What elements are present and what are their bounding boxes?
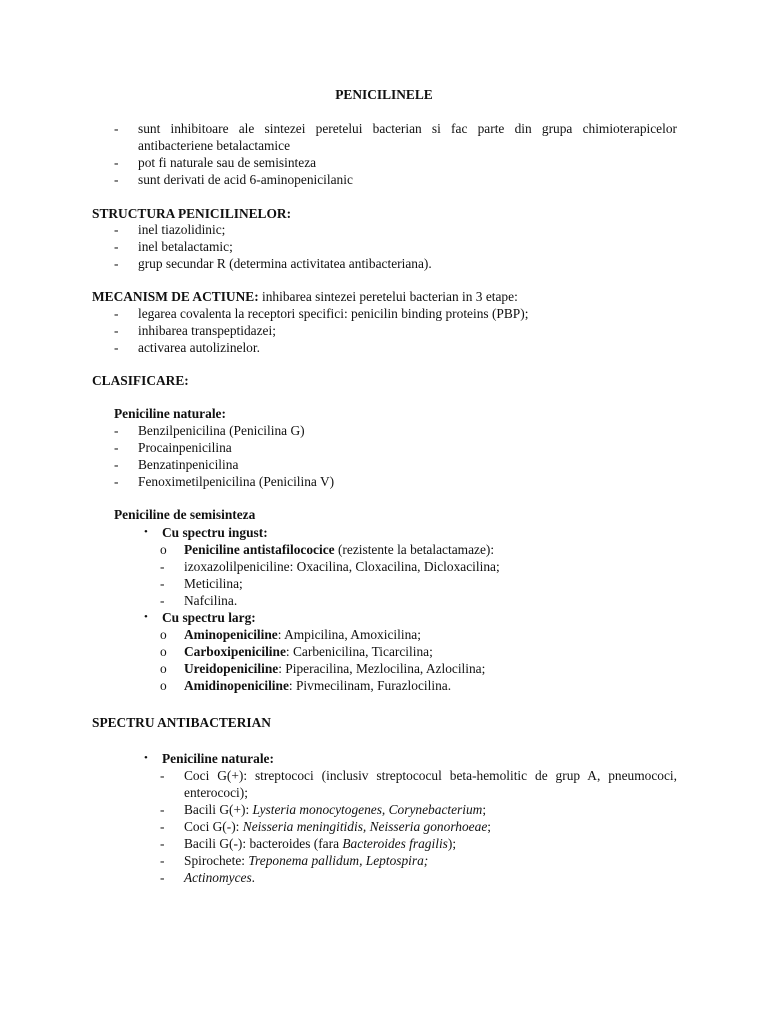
dash-marker: - <box>114 340 119 355</box>
dash-marker: - <box>160 836 165 851</box>
list-item-text: ; <box>487 819 491 834</box>
spectru-list <box>0 750 768 886</box>
dash-marker: - <box>160 576 165 591</box>
list-item-bold: Peniciline antistafilococice <box>184 542 335 557</box>
list-item-text: : Ampicilina, Amoxicilina; <box>277 627 421 642</box>
list-item <box>0 221 768 238</box>
list-item <box>0 238 768 255</box>
list-item-text: izoxazolilpeniciline: Oxacilina, Cloxacilina, Dicloxacilina; <box>184 559 500 574</box>
dash-marker: - <box>114 155 119 170</box>
list-item-text: ; <box>482 802 487 817</box>
list-item-text: grup secundar R (determina activitatea antibacteriana). <box>138 256 432 271</box>
list-item-text: pot fi naturale sau de semisinteza <box>138 155 317 170</box>
dash-marker: - <box>114 172 119 187</box>
list-item-text: : Carbenicilina, Ticarcilina; <box>285 644 433 659</box>
list-item-text: legarea covalenta la receptori specifici: penicilin binding proteins (PBP); <box>138 306 529 321</box>
dash-marker: - <box>114 239 119 254</box>
list-item-text: Fenoximetilpenicilina (Penicilina V) <box>138 474 335 489</box>
list-item-text: Spirochete: <box>184 853 249 868</box>
list-item <box>0 767 768 801</box>
circle-marker: o <box>160 644 167 659</box>
dash-marker: - <box>114 222 119 237</box>
list-item-text: Bacili G(-): bacteroides (fara <box>184 836 343 851</box>
list-item <box>0 322 768 339</box>
list-item-text: inel tiazolidinic; <box>138 222 226 237</box>
list-item-text: activarea autolizinelor. <box>138 340 260 355</box>
organism-name: Treponema pallidum, Leptospira; <box>248 853 429 868</box>
list-item-text: Cu spectru ingust: <box>162 525 268 540</box>
bullet-marker: • <box>144 752 148 764</box>
list-item-text: Coci G(+): streptococi (inclusiv streptococul beta-hemolitic de grup A, pneumococi, enterococi); <box>184 768 677 800</box>
mecanism-text: inhibarea sintezei peretelui bacterian in 3 etape: <box>258 289 518 304</box>
list-item-spectru-larg <box>0 609 768 626</box>
list-item <box>0 677 768 694</box>
list-item-text: Procainpenicilina <box>138 440 232 455</box>
dash-marker: - <box>160 559 165 574</box>
list-item-text: Bacili G(+): <box>184 802 253 817</box>
section-heading-clasificare: CLASIFICARE: <box>92 373 189 388</box>
list-item <box>0 439 768 456</box>
list-item-text: . <box>251 870 256 885</box>
dash-marker: - <box>160 593 165 608</box>
list-item-text: (rezistente la betalactamaze): <box>334 542 495 557</box>
list-item-text: Benzatinpenicilina <box>138 457 239 472</box>
dash-marker: - <box>160 870 165 885</box>
section-heading-structura: STRUCTURA PENICILINELOR: <box>92 206 292 221</box>
dash-marker: - <box>160 819 165 834</box>
circle-marker: o <box>160 661 167 676</box>
list-item-text: Coci G(-): <box>184 819 243 834</box>
section-heading-spectru: SPECTRU ANTIBACTERIAN <box>92 715 271 730</box>
subheading-peniciline-naturale: Peniciline naturale: <box>114 406 226 421</box>
list-item <box>0 154 768 171</box>
list-item <box>0 835 768 852</box>
mecanism-list <box>0 305 768 356</box>
list-item-text: sunt derivati de acid 6-aminopenicilanic <box>138 172 353 187</box>
list-item <box>0 626 768 643</box>
intro-list <box>0 120 768 188</box>
list-item <box>0 473 768 490</box>
dash-marker: - <box>114 457 119 472</box>
list-item-spectru-ingust <box>0 524 768 541</box>
dash-marker: - <box>114 474 119 489</box>
list-item <box>0 120 768 154</box>
circle-marker: o <box>160 542 167 557</box>
list-item <box>0 575 768 592</box>
dash-marker: - <box>114 121 119 136</box>
list-item <box>0 801 768 818</box>
dash-marker: - <box>114 323 119 338</box>
list-item <box>0 852 768 869</box>
list-item <box>0 422 768 439</box>
subheading-peniciline-semisinteza: Peniciline de semisinteza <box>114 507 256 522</box>
list-item <box>0 869 768 886</box>
mecanism-paragraph <box>92 288 518 305</box>
list-item <box>0 171 768 188</box>
circle-marker: o <box>160 678 167 693</box>
list-item <box>0 660 768 677</box>
organism-name: Neisseria meningitidis, Neisseria gonorhoeae <box>242 819 488 834</box>
organism-name: Lysteria monocytogenes, Corynebacterium <box>252 802 483 817</box>
naturale-list <box>0 422 768 490</box>
list-item-text: sunt inhibitoare ale sintezei peretelui bacterian si fac parte din grupa chimioterapicelor antibacteriene betalactamice <box>138 121 677 153</box>
list-item-text: : Piperacilina, Mezlocilina, Azlocilina; <box>278 661 486 676</box>
dash-marker: - <box>160 768 165 783</box>
list-item-bold: Carboxipeniciline <box>184 644 286 659</box>
list-item-bold: Aminopeniciline <box>184 627 278 642</box>
list-item-text: Cu spectru larg: <box>162 610 256 625</box>
dash-marker: - <box>114 256 119 271</box>
semisinteza-list <box>0 524 768 694</box>
list-item <box>0 818 768 835</box>
list-item <box>0 558 768 575</box>
list-item-peniciline-naturale <box>0 750 768 767</box>
list-item-text: Nafcilina. <box>184 593 238 608</box>
dash-marker: - <box>114 440 119 455</box>
list-item-text: Meticilina; <box>184 576 243 591</box>
dash-marker: - <box>160 853 165 868</box>
bullet-marker: • <box>144 526 148 538</box>
list-item-text: : Pivmecilinam, Furazlocilina. <box>288 678 452 693</box>
circle-marker: o <box>160 627 167 642</box>
list-item <box>0 305 768 322</box>
list-item <box>0 541 768 558</box>
list-item <box>0 456 768 473</box>
list-item-text: inel betalactamic; <box>138 239 233 254</box>
dash-marker: - <box>114 306 119 321</box>
list-item <box>0 255 768 272</box>
list-item-text: Benzilpenicilina (Penicilina G) <box>138 423 305 438</box>
page-title: PENICILINELE <box>335 87 433 102</box>
organism-name: Bacteroides fragilis <box>342 836 448 851</box>
list-item-text: inhibarea transpeptidazei; <box>138 323 276 338</box>
list-item-bold: Ureidopeniciline <box>184 661 279 676</box>
list-item-text: ); <box>447 836 457 851</box>
structura-list <box>0 221 768 272</box>
list-item <box>0 592 768 609</box>
list-item <box>0 643 768 660</box>
list-item-bold: Amidinopeniciline <box>184 678 289 693</box>
dash-marker: - <box>114 423 119 438</box>
bullet-marker: • <box>144 611 148 623</box>
list-item <box>0 339 768 356</box>
dash-marker: - <box>160 802 165 817</box>
organism-name: Actinomyces <box>184 870 252 885</box>
section-heading-mecanism: MECANISM DE ACTIUNE: <box>92 289 259 304</box>
list-item-text: Peniciline naturale: <box>162 751 274 766</box>
